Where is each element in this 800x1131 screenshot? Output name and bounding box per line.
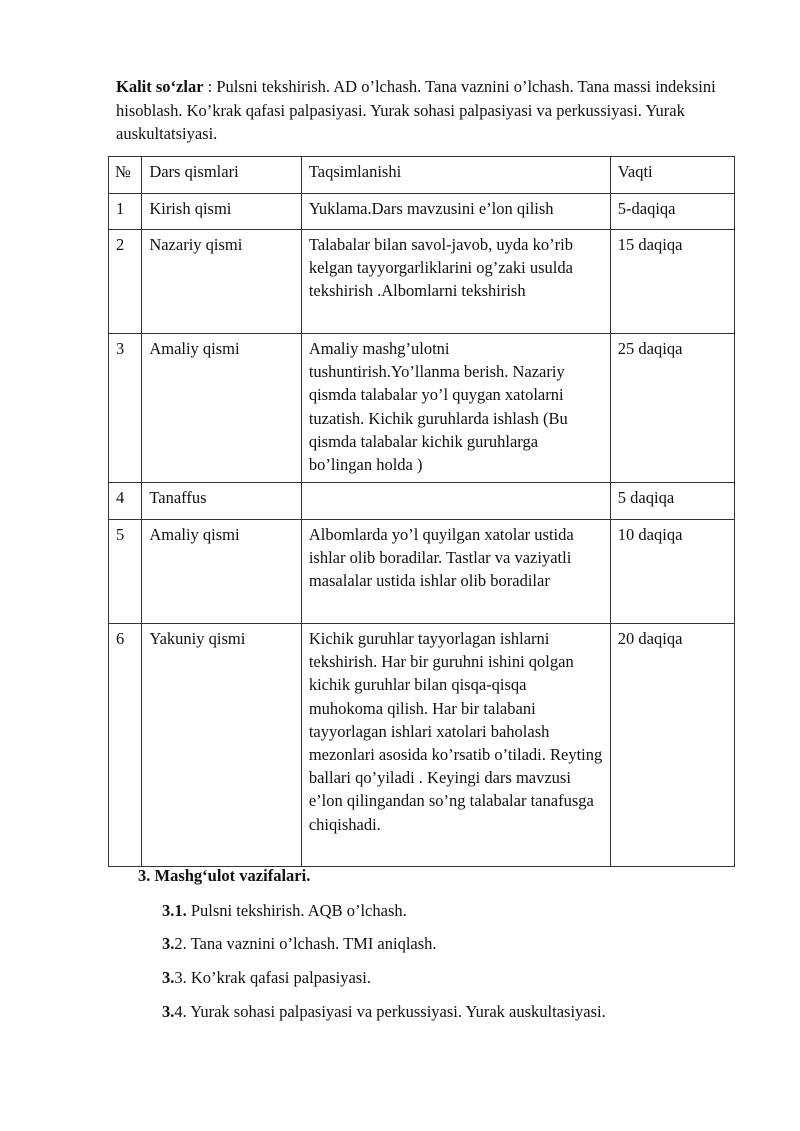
task-item [162, 968, 371, 988]
section-title: 3. Mashg‘ulot vazifalari. [138, 866, 311, 885]
row-time: 15 daqiqa [610, 230, 734, 334]
row-number: 2 [109, 230, 142, 334]
table-header-row [109, 157, 735, 194]
task-number: 3. [162, 934, 175, 953]
row-description: Kichik guruhlar tayyorlagan ishlarni tekshirish. Har bir guruhni ishini qolgan kichik guruhlar bilan qisqa-qisqa muhokoma qilish. Har bir talabani tayyorlagan ishlari xatolari baholash mezonlari asosida ko’rsatib o’tiladi. Reyting ballari qo’yiladi . Keyingi dars mavzusi e’lon qilingandan so’ng talabalar tanafusga chiqishadi. [301, 624, 610, 867]
row-part: Kirish qismi [142, 194, 302, 230]
task-number: 3.1. [162, 901, 187, 920]
row-time: 5-daqiqa [610, 194, 734, 230]
task-text: Ko’krak qafasi palpasiyasi. [186, 968, 371, 987]
row-number: 3 [109, 334, 142, 483]
row-part: Tanaffus [142, 483, 302, 520]
task-text: Yurak sohasi palpasiyasi va perkussiyasi. Yurak auskultasiyasi. [186, 1002, 606, 1021]
task-number-rest: 2. [174, 934, 187, 953]
table-row [109, 194, 735, 230]
row-number: 5 [109, 520, 142, 624]
row-part: Amaliy qismi [142, 520, 302, 624]
keywords-paragraph [116, 75, 736, 146]
task-number-rest: 3. [174, 968, 187, 987]
header-number: № [109, 157, 142, 194]
keywords-label: Kalit so‘zlar [116, 77, 204, 96]
task-text: Pulsni tekshirish. AQB o’lchash. [186, 901, 407, 920]
row-time: 20 daqiqa [610, 624, 734, 867]
keywords-text: : Pulsni tekshirish. AD o’lchash. Tana vaznini o’lchash. Tana massi indeksini hisoblash. Ko’krak qafasi palpasiyasi. Yurak sohasi palpasiyasi va perkussiyasi. Yurak auskultatsiyasi. [116, 77, 716, 143]
row-part: Nazariy qismi [142, 230, 302, 334]
row-description: Yuklama.Dars mavzusini e’lon qilish [301, 194, 610, 230]
task-number-rest: 4. [174, 1002, 187, 1021]
task-text: Tana vaznini o’lchash. TMI aniqlash. [186, 934, 437, 953]
row-time: 5 daqiqa [610, 483, 734, 520]
lesson-plan-table [108, 156, 735, 867]
row-description: Talabalar bilan savol-javob, uyda ko’rib kelgan tayyorgarliklarini og’zaki usulda tekshirish .Albomlarni tekshirish [301, 230, 610, 334]
row-part: Yakuniy qismi [142, 624, 302, 867]
task-number: 3. [162, 1002, 175, 1021]
row-number: 1 [109, 194, 142, 230]
task-item [162, 901, 407, 921]
row-description: Albomlarda yo’l quyilgan xatolar ustida ishlar olib boradilar. Tastlar va vaziyatli masalalar ustida ishlar olib boradilar [301, 520, 610, 624]
table-row [109, 483, 735, 520]
header-distribution: Taqsimlanishi [301, 157, 610, 194]
row-description: Amaliy mashg’ulotni tushuntirish.Yo’llanma berish. Nazariy qismda talabalar yo’l quygan xatolarni tuzatish. Kichik guruhlarda ishlash (Bu qismda talabalar kichik guruhlarga bo’lingan holda ) [301, 334, 610, 483]
table-row [109, 230, 735, 334]
task-item [162, 1002, 606, 1022]
table-row [109, 624, 735, 867]
task-number: 3. [162, 968, 175, 987]
row-time: 10 daqiqa [610, 520, 734, 624]
table-row [109, 520, 735, 624]
row-time: 25 daqiqa [610, 334, 734, 483]
row-description [301, 483, 610, 520]
row-number: 4 [109, 483, 142, 520]
table-row [109, 334, 735, 483]
header-time: Vaqti [610, 157, 734, 194]
header-lesson-parts: Dars qismlari [142, 157, 302, 194]
row-number: 6 [109, 624, 142, 867]
row-part: Amaliy qismi [142, 334, 302, 483]
task-item [162, 934, 437, 954]
